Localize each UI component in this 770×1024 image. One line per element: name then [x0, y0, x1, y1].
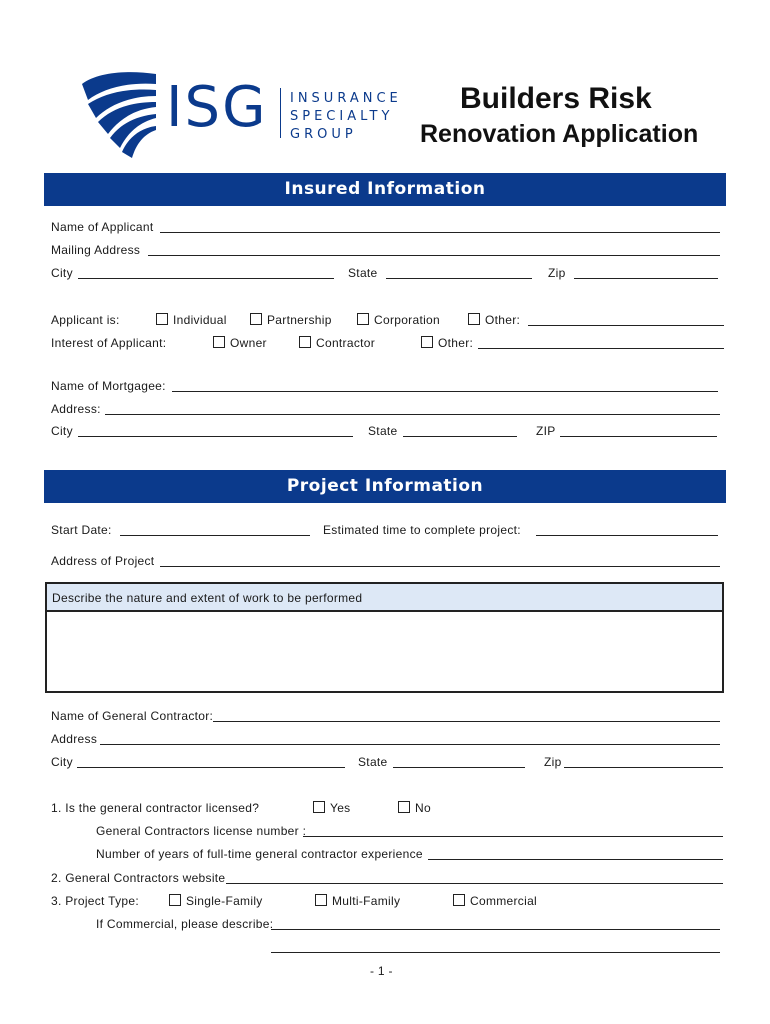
logo-sub-text: INSURANCE SPECIALTY GROUP: [290, 91, 402, 142]
insured-section-header: Insured Information: [44, 173, 726, 206]
describe-work-field[interactable]: [47, 612, 722, 691]
city-label: City: [51, 266, 73, 280]
estimated-time-field[interactable]: [536, 535, 718, 536]
describe-work-header: [47, 584, 722, 612]
mortgagee-state-label: State: [368, 424, 398, 438]
interest-other-label: Other:: [438, 336, 474, 350]
zip-field[interactable]: [574, 278, 718, 279]
license-number-label: General Contractors license number :: [96, 824, 307, 838]
multi-family-label: Multi-Family: [332, 894, 401, 908]
start-date-label: Start Date:: [51, 523, 112, 537]
gc-website-field[interactable]: [226, 883, 723, 884]
gc-state-field[interactable]: [393, 767, 525, 768]
city-field[interactable]: [78, 278, 334, 279]
page-number: - 1 -: [370, 964, 393, 978]
mortgagee-city-label: City: [51, 424, 73, 438]
mailing-address-field[interactable]: [148, 255, 720, 256]
applicant-other-field[interactable]: [528, 325, 724, 326]
licensed-no-checkbox[interactable]: [398, 801, 410, 813]
applicant-name-field[interactable]: [160, 232, 720, 233]
isg-logo: [78, 70, 408, 160]
interest-label: Interest of Applicant:: [51, 336, 167, 350]
gc-zip-field[interactable]: [564, 767, 723, 768]
applicant-name-label: Name of Applicant: [51, 220, 154, 234]
gc-zip-label: Zip: [544, 755, 562, 769]
licensed-yes-label: Yes: [330, 801, 351, 815]
contractor-checkbox[interactable]: [299, 336, 311, 348]
commercial-describe-field[interactable]: [271, 929, 720, 930]
estimated-time-label: Estimated time to complete project:: [323, 523, 521, 537]
logo-text: ISG: [166, 75, 268, 140]
commercial-describe-label: If Commercial, please describe:: [96, 917, 274, 931]
start-date-field[interactable]: [120, 535, 310, 536]
applicant-other-checkbox[interactable]: [468, 313, 480, 325]
contractor-label: Contractor: [316, 336, 376, 350]
mortgagee-zip-label: ZIP: [536, 424, 556, 438]
mortgagee-address-field[interactable]: [105, 414, 720, 415]
gc-address-label: Address: [51, 732, 98, 746]
interest-other-field[interactable]: [478, 348, 724, 349]
gc-address-field[interactable]: [100, 744, 720, 745]
project-section-header: Project Information: [44, 470, 726, 503]
project-address-label: Address of Project: [51, 554, 155, 568]
logo-swoosh-icon: [78, 70, 158, 158]
gc-city-label: City: [51, 755, 73, 769]
mortgagee-address-label: Address:: [51, 402, 101, 416]
describe-work-label: Describe the nature and extent of work to be performed: [52, 591, 363, 605]
zip-label: Zip: [548, 266, 566, 280]
page-subtitle: Renovation Application: [420, 120, 699, 148]
mortgagee-zip-field[interactable]: [560, 436, 717, 437]
owner-label: Owner: [230, 336, 267, 350]
gc-state-label: State: [358, 755, 388, 769]
years-experience-field[interactable]: [428, 859, 723, 860]
gc-licensed-question: 1. Is the general contractor licensed?: [51, 801, 260, 815]
gc-website-label: 2. General Contractors website: [51, 871, 226, 885]
project-address-field[interactable]: [160, 566, 720, 567]
single-family-checkbox[interactable]: [169, 894, 181, 906]
project-type-label: 3. Project Type:: [51, 894, 139, 908]
page-title: Builders Risk: [460, 82, 652, 115]
mailing-address-label: Mailing Address: [51, 243, 141, 257]
interest-other-checkbox[interactable]: [421, 336, 433, 348]
applicant-other-label: Other:: [485, 313, 521, 327]
individual-checkbox[interactable]: [156, 313, 168, 325]
commercial-label: Commercial: [470, 894, 538, 908]
gc-city-field[interactable]: [77, 767, 345, 768]
commercial-describe-field-2[interactable]: [271, 952, 720, 953]
state-field[interactable]: [386, 278, 532, 279]
owner-checkbox[interactable]: [213, 336, 225, 348]
corporation-label: Corporation: [374, 313, 441, 327]
mortgagee-field[interactable]: [172, 391, 718, 392]
logo-divider: [280, 88, 281, 138]
partnership-label: Partnership: [267, 313, 332, 327]
individual-label: Individual: [173, 313, 227, 327]
gc-name-label: Name of General Contractor:: [51, 709, 214, 723]
state-label: State: [348, 266, 378, 280]
licensed-yes-checkbox[interactable]: [313, 801, 325, 813]
mortgagee-label: Name of Mortgagee:: [51, 379, 166, 393]
partnership-checkbox[interactable]: [250, 313, 262, 325]
mortgagee-state-field[interactable]: [403, 436, 517, 437]
describe-work-box: [45, 582, 724, 693]
commercial-checkbox[interactable]: [453, 894, 465, 906]
mortgagee-city-field[interactable]: [78, 436, 353, 437]
licensed-no-label: No: [415, 801, 431, 815]
applicant-is-label: Applicant is:: [51, 313, 120, 327]
license-number-field[interactable]: [303, 836, 723, 837]
single-family-label: Single-Family: [186, 894, 263, 908]
corporation-checkbox[interactable]: [357, 313, 369, 325]
years-experience-label: Number of years of full-time general contractor experience: [96, 847, 423, 861]
gc-name-field[interactable]: [213, 721, 720, 722]
multi-family-checkbox[interactable]: [315, 894, 327, 906]
